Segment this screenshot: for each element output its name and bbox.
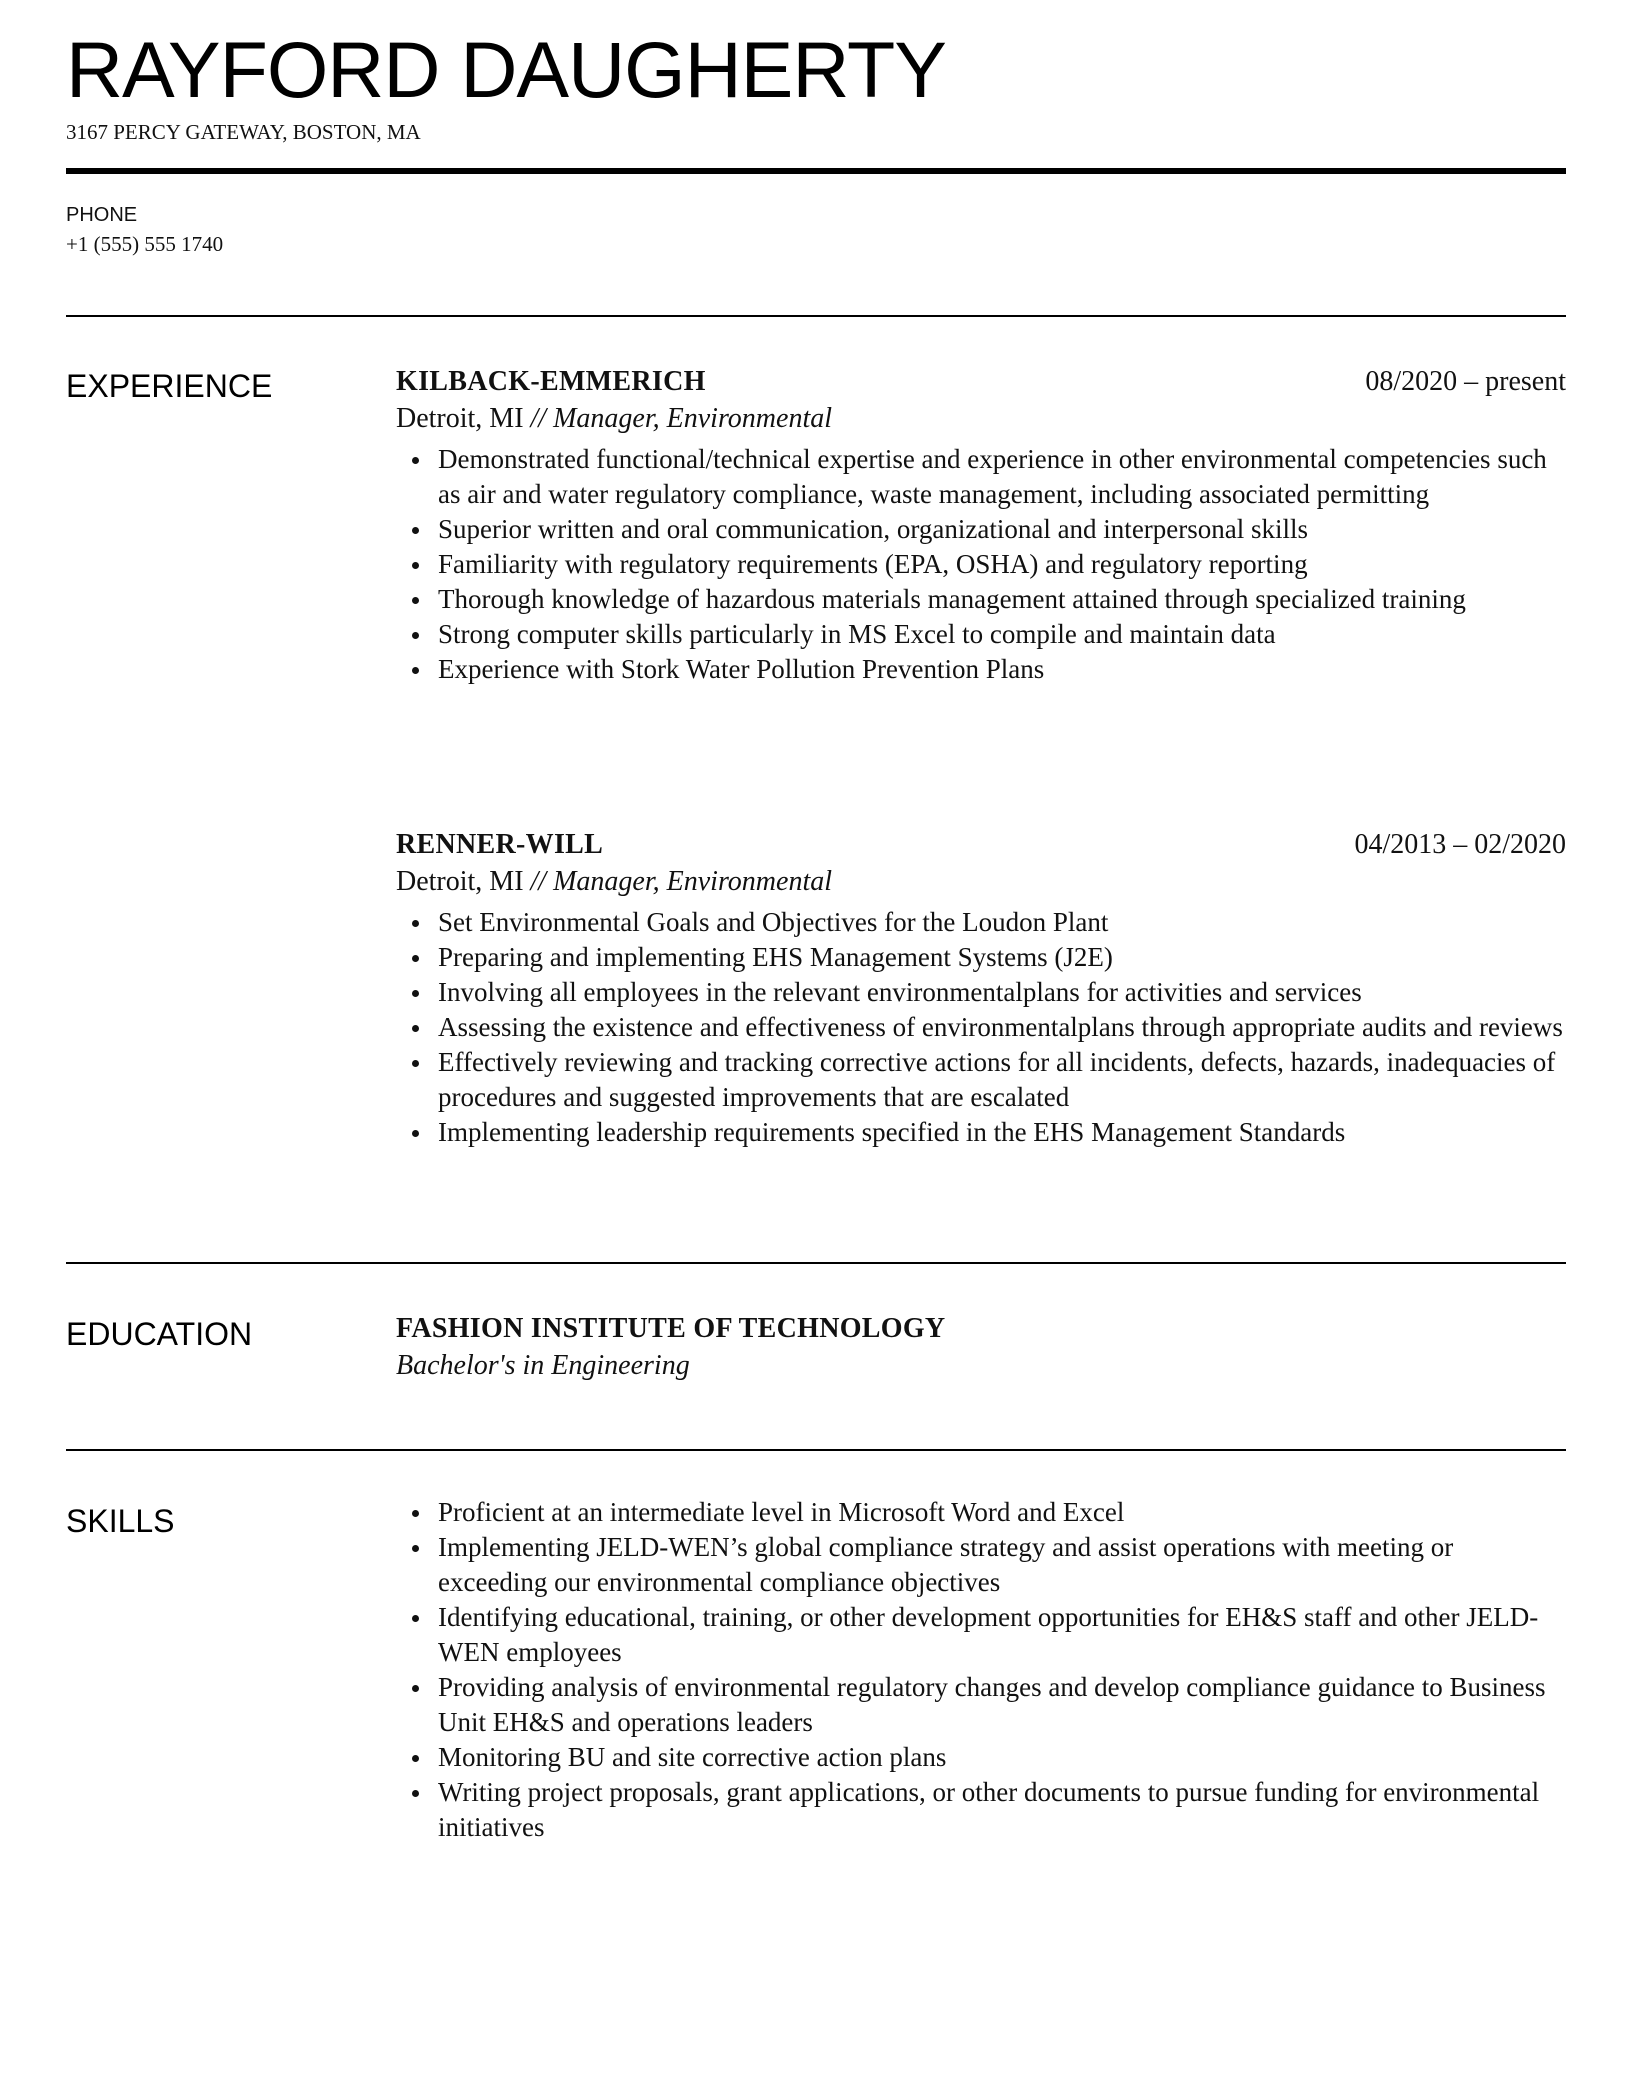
skills-entry (396, 1495, 1566, 1845)
phone-value: +1 (555) 555 1740 (66, 232, 224, 256)
candidate-name: RAYFORD DAUGHERTY (66, 25, 946, 114)
job-bullets (396, 905, 1566, 1150)
list-item: Providing analysis of environmental regulatory changes and develop compliance guidance to Business Unit EH&S and operations leaders (396, 1670, 1566, 1740)
list-item: Superior written and oral communication, organizational and interpersonal skills (396, 512, 1566, 547)
job-separator: // (530, 866, 547, 897)
job-location: Detroit, MI (396, 866, 524, 897)
phone-label: PHONE (66, 204, 138, 226)
list-item: Demonstrated functional/technical expertise and experience in other environmental competencies such as air and water regulatory compliance, waste management, including associated permitting (396, 442, 1566, 512)
job-location: Detroit, MI (396, 403, 524, 434)
list-item: Familiarity with regulatory requirements (EPA, OSHA) and regulatory reporting (396, 547, 1566, 582)
list-item: Writing project proposals, grant applications, or other documents to pursue funding for environmental initiatives (396, 1775, 1566, 1845)
job-subline (396, 400, 1566, 438)
list-item: Monitoring BU and site corrective action plans (396, 1740, 1566, 1775)
header-divider (66, 168, 1566, 174)
list-item: Thorough knowledge of hazardous materials management attained through specialized training (396, 582, 1566, 617)
section-divider (66, 1262, 1566, 1264)
list-item: Implementing JELD-WEN’s global compliance strategy and assist operations with meeting or exceeding our environmental compliance objectives (396, 1530, 1566, 1600)
job-entry (396, 827, 1566, 1150)
education-title: EDUCATION (66, 1316, 253, 1352)
skills-list (396, 1495, 1566, 1845)
list-item: Implementing leadership requirements specified in the EHS Management Standards (396, 1115, 1566, 1150)
address: 3167 PERCY GATEWAY, BOSTON, MA (66, 120, 421, 144)
job-role: Manager, Environmental (553, 866, 833, 897)
job-entry (396, 364, 1566, 687)
list-item: Preparing and implementing EHS Management Systems (J2E) (396, 940, 1566, 975)
job-subline (396, 863, 1566, 901)
education-entry (396, 1311, 1566, 1385)
list-item: Involving all employees in the relevant environmentalplans for activities and services (396, 975, 1566, 1010)
job-role: Manager, Environmental (553, 403, 833, 434)
school-name: FASHION INSTITUTE OF TECHNOLOGY (396, 1313, 946, 1344)
list-item: Strong computer skills particularly in MS Excel to compile and maintain data (396, 617, 1566, 652)
experience-title: EXPERIENCE (66, 368, 273, 404)
section-divider (66, 1449, 1566, 1451)
degree: Bachelor's in Engineering (396, 1350, 690, 1381)
list-item: Assessing the existence and effectiveness of environmentalplans through appropriate audits and reviews (396, 1010, 1566, 1045)
section-divider (66, 315, 1566, 317)
job-bullets (396, 442, 1566, 687)
skills-title: SKILLS (66, 1503, 175, 1539)
job-separator: // (530, 403, 547, 434)
job-dates: 04/2013 – 02/2020 (1354, 829, 1566, 860)
list-item: Proficient at an intermediate level in Microsoft Word and Excel (396, 1495, 1566, 1530)
list-item: Identifying educational, training, or other development opportunities for EH&S staff and other JELD-WEN employees (396, 1600, 1566, 1670)
list-item: Effectively reviewing and tracking corrective actions for all incidents, defects, hazards, inadequacies of procedures and suggested improvements that are escalated (396, 1045, 1566, 1115)
company-name: RENNER-WILL (396, 829, 604, 860)
company-name: KILBACK-EMMERICH (396, 366, 706, 397)
job-dates: 08/2020 – present (1365, 366, 1566, 397)
list-item: Set Environmental Goals and Objectives for the Loudon Plant (396, 905, 1566, 940)
list-item: Experience with Stork Water Pollution Prevention Plans (396, 652, 1566, 687)
